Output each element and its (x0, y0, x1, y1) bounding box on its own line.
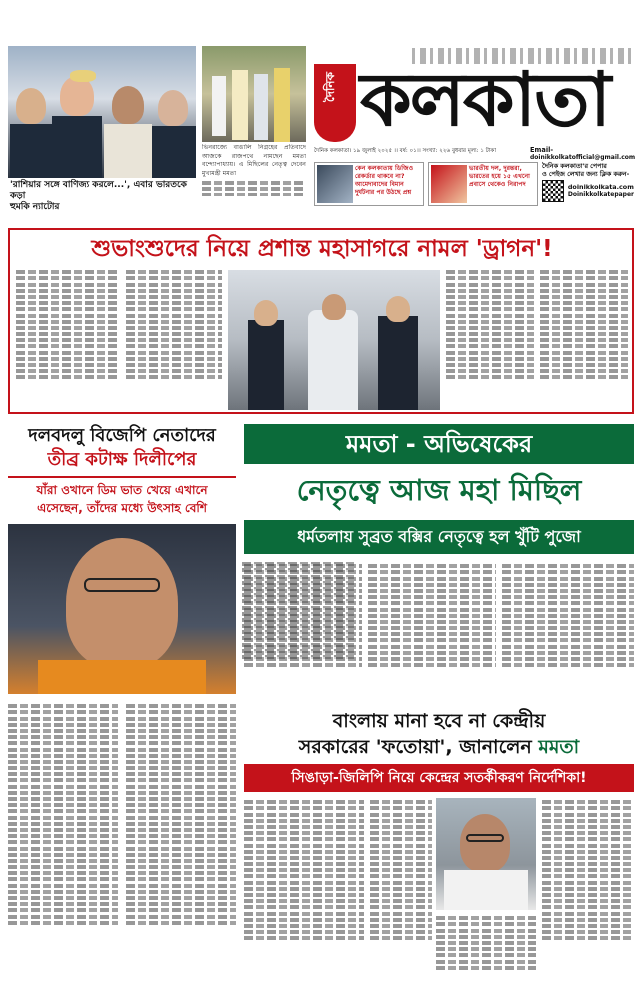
masthead-prefix-badge (314, 64, 356, 142)
dilip-quote-1: যাঁরা ওখানে ডিম ভাত খেয়ে এখানে (36, 483, 208, 497)
teaser-1[interactable] (314, 162, 424, 206)
lead-col-2 (126, 268, 222, 412)
food-headline-2b: মমতা (538, 736, 580, 758)
promo-line-1: দৈনিক কলকাতা'র পেপার (542, 162, 607, 170)
masthead-meta: দৈনিক কলকাতা। ১৯ জুলাই ২০২৫ ।। বর্ষ: ০১।। সংখ্যা: ২২৬ বুধবার মূল্য: ১ টাকা (314, 148, 496, 154)
mamata-headline-2: নেতৃত্বে আজ মহা মিছিল (296, 473, 582, 507)
page-handle-link[interactable]: Doinikkolkatepaper (567, 191, 634, 199)
dilip-headline-1: দলবদলু বিজেপি নেতাদের (28, 425, 216, 446)
promo-line-2: ও পেইজ লেখার জন্য ক্লিক করুন- (542, 170, 630, 179)
mamata-col-1 (244, 562, 362, 702)
lead-col-4 (540, 268, 628, 412)
food-subhead: সিঙাড়া-জিলিপি নিয়ে কেন্দ্রের সতর্কীকরণ নির্দেশিকা! (244, 764, 634, 792)
email-link[interactable]: doinikkolkatofficial@gmail.com (530, 154, 636, 161)
top-left-caption: 'রাশিয়ার সঙ্গে বাণিজ্য করলে...', এবার ভারতকে কড়া (10, 180, 187, 201)
mamata-subhead: ধর্মতলায় সুব্রত বক্সির নেতৃত্বে হল খুঁটি পুজো (244, 520, 634, 554)
masthead-prefix: দৈনিক (323, 72, 337, 103)
teaser-1-photo (317, 165, 353, 203)
masthead-title: কলকাতা (360, 57, 610, 143)
teaser-1-text: কেন কলকাতায় ডিজিও রেকর্ডার থাকবে না? আমেদাবাদের বিমান দুর্ঘটনার পর উঠছে প্রশ্ন (355, 165, 414, 196)
teaser-2-text: ভারতীয় দল, দুরন্তরা, ভারতের হয়ে ১৫ এখনো প্রবাসে থেকেও নিরাপদ (469, 165, 530, 188)
mamata-headline-1: মমতা - অভিষেকের (244, 424, 634, 464)
food-headline-2a: সরকারের 'ফতোয়া', জানালেন (298, 736, 532, 758)
website-link[interactable]: doinikkolkata.com (567, 183, 634, 192)
astronaut-photo (228, 270, 440, 410)
mamata-photo (436, 798, 536, 910)
food-story (244, 708, 634, 992)
top-left-story (8, 46, 196, 212)
teaser-2-photo (431, 165, 467, 203)
email-label: Email- (530, 146, 554, 154)
mamata-col-2 (368, 562, 496, 702)
lead-headline: শুভাংশুদের নিয়ে প্রশান্ত মহাসাগরে নামল 'ড্রাগন'! (91, 236, 553, 262)
dilip-photo (8, 524, 236, 694)
top-left-caption-2: হুমকি ন্যাটোর (10, 202, 60, 212)
food-col-3 (436, 914, 536, 988)
dilip-quote-2: এসেছেন, তাঁদের মধ্যে উৎসাহ বেশি (37, 501, 207, 515)
lead-col-1 (16, 268, 120, 412)
mamata-rally-story (244, 424, 634, 558)
dilip-col-1 (8, 702, 118, 988)
food-headline-2 (244, 734, 634, 760)
rally-photo (202, 46, 306, 142)
food-col-1 (244, 798, 364, 988)
mamata-col-3 (502, 562, 634, 702)
dilip-headline-2: তীব্র কটাক্ষ দিলীপের (47, 449, 197, 470)
world-leaders-photo (8, 46, 196, 178)
top-mid-story (202, 46, 306, 196)
masthead (312, 46, 634, 216)
food-headline-1: বাংলায় মানা হবে না কেন্দ্রীয় (332, 710, 546, 732)
dilip-col-2 (126, 702, 236, 988)
dilip-story (8, 422, 236, 992)
lead-col-3 (446, 268, 534, 412)
qr-code-icon[interactable] (542, 180, 564, 202)
top-mid-lead: ভিনরাজ্যে বাঙালি নিগ্রহের প্রতিবাদে আজকে রাজপথে নামছেন মমতা বন্দ্যোপাধ্যায়। এ মিছিলের নেতৃত্ব দেবেন মুখ্যমন্ত্রী মমতা (202, 144, 306, 177)
food-col-2 (370, 798, 432, 988)
top-mid-text (202, 144, 306, 196)
food-col-4 (542, 798, 634, 988)
lead-story-box (8, 228, 634, 414)
teaser-2[interactable] (428, 162, 538, 206)
